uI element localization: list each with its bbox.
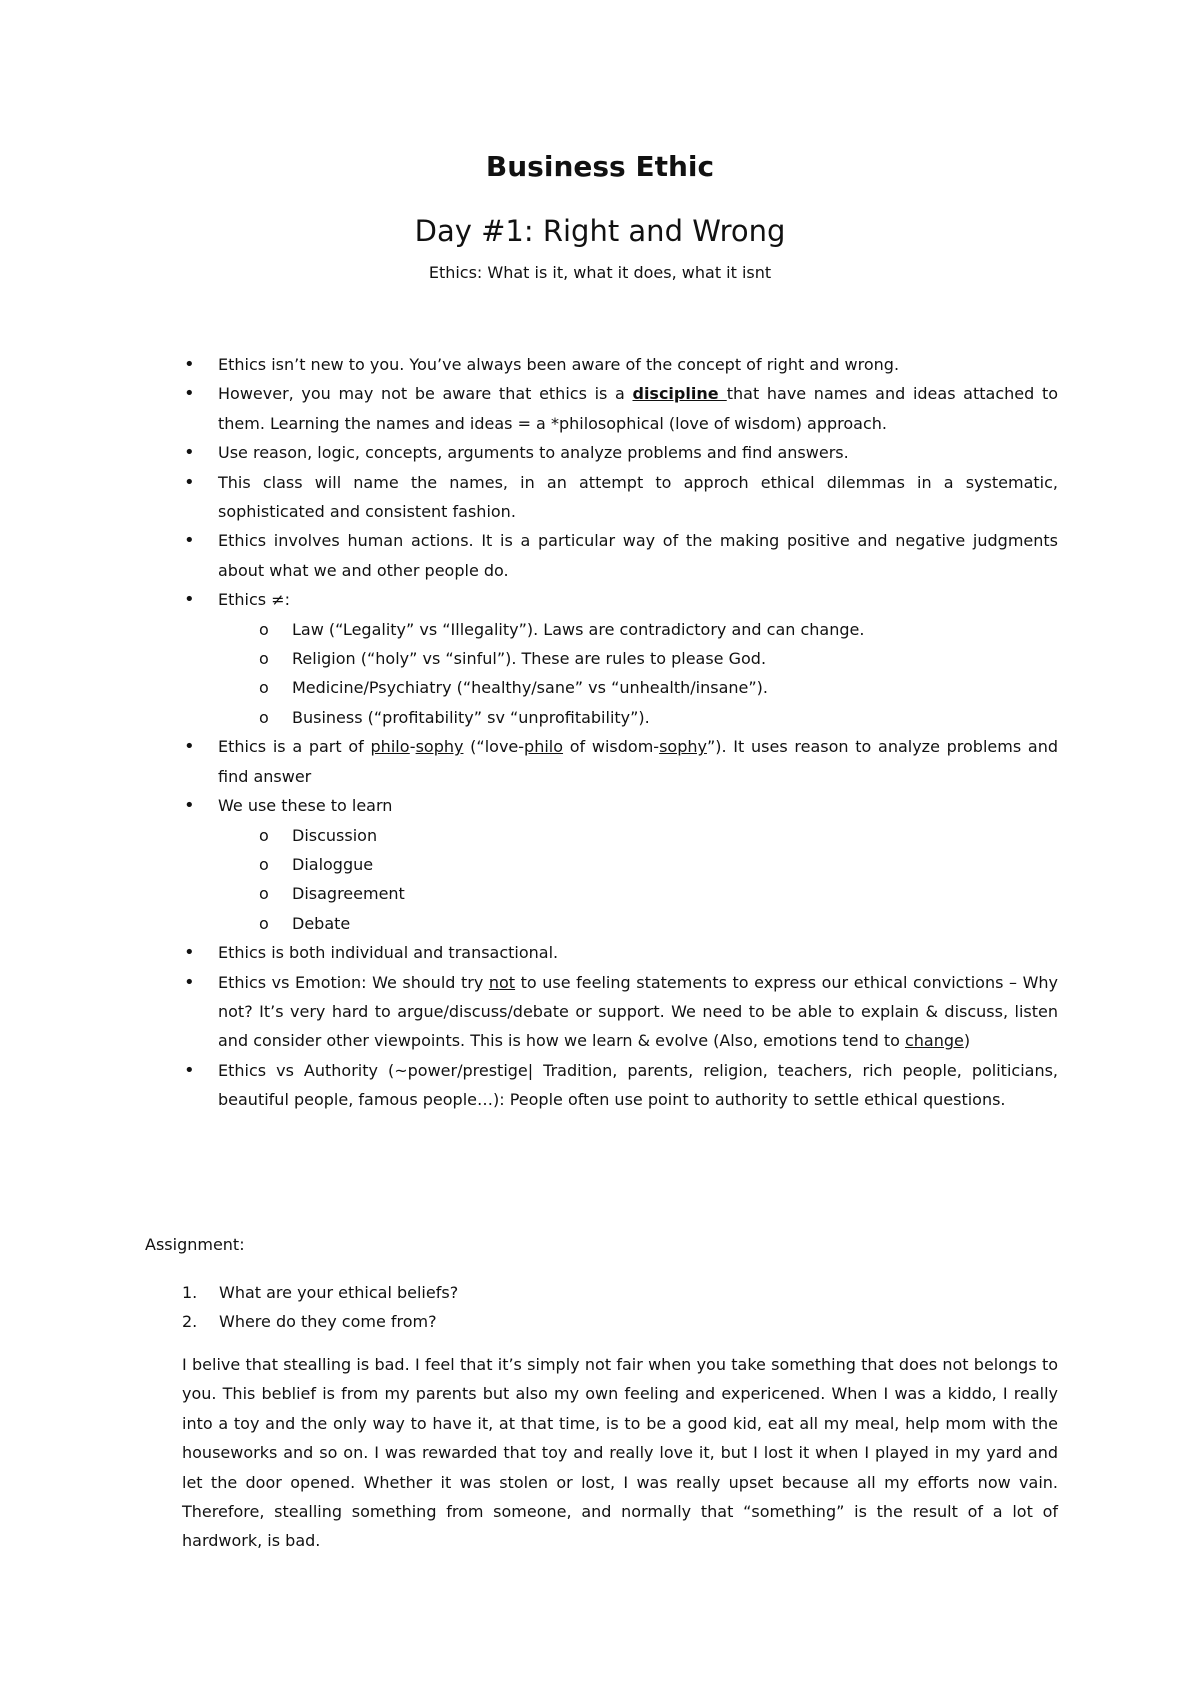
- assignment-label: Assignment:: [145, 1235, 245, 1254]
- list-item: [218, 379, 1058, 438]
- bullet-text: Ethics vs Authority (~power/prestige| Tradition, parents, religion, teachers, rich people, politicians, beautiful people, famous people…): People often use point to authority to settle ethical questions.: [218, 1060, 1058, 1110]
- list-item: [218, 791, 1058, 938]
- answer-paragraph: I belive that stealling is bad. I feel that it’s simply not fair when you take something that does not belongs to you. This beblief is from my parents but also my own feeling and expericened. When I was a kiddo, I really into a toy and the only way to have it, at that time, is to be a good kid, eat all my meal, help mom with the houseworks and so on. I was rewarded that toy and really love it, but I lost it when I played in my yard and let the door opened. Whether it was stolen or lost, I was really upset because all my efforts now vain. Therefore, stealling something from someone, and normally that “something” is the result of a lot of hardwork, is bad.: [182, 1355, 1058, 1551]
- question-item: [182, 1307, 458, 1336]
- sublist-item: o Medicine/Psychiatry (“healthy/sane” vs “unhealth/insane”).: [292, 673, 1058, 702]
- doc-title: Business Ethic: [485, 150, 715, 183]
- sublist: [218, 821, 1058, 939]
- assignment-questions: [182, 1278, 458, 1337]
- bullet-text: We use these to learn: [218, 796, 393, 816]
- bullet-text: Ethics is a part of: [218, 737, 371, 757]
- question-text: Where do they come from?: [219, 1312, 437, 1332]
- bullet-text: This class will name the names, in an attempt to approch ethical dilemmas in a systematic, sophisticated and consistent fashion.: [218, 472, 1058, 522]
- question-number: 1.: [182, 1283, 198, 1302]
- bullet-text: Use reason, logic, concepts, arguments to analyze problems and find answers.: [218, 443, 849, 463]
- list-item: [218, 968, 1058, 1056]
- underlined-term: sophy: [415, 737, 464, 757]
- sublist-item: o Religion (“holy” vs “sinful”). These are rules to please God.: [292, 644, 1058, 673]
- list-item: [218, 938, 1058, 967]
- sublist-item: o Law (“Legality” vs “Illegality”). Laws are contradictory and can change.: [292, 615, 1058, 644]
- bullet-text: Ethics involves human actions. It is a particular way of the making positive and negative judgments about what we and other people do.: [218, 531, 1058, 580]
- bullet-text: Ethics isn’t new to you. You’ve always been aware of the concept of right and wrong.: [218, 355, 900, 374]
- bullet-text: ”). It uses reason to analyze problems and find answer: [218, 737, 1058, 786]
- question-item: [182, 1278, 458, 1307]
- bullet-text: of wisdom-: [563, 737, 660, 757]
- sublist-item: o Debate: [292, 909, 1058, 938]
- list-item: [218, 350, 1058, 379]
- notes-list: [218, 350, 1058, 1115]
- bullet-text: Ethics ≠:: [218, 590, 290, 610]
- sublist-item: o Discussion: [292, 821, 1058, 850]
- sublist-item: o Business (“profitability” sv “unprofitability”).: [292, 703, 1058, 732]
- underlined-term: discipline: [632, 384, 727, 404]
- underlined-term: philo: [524, 737, 564, 757]
- question-text: What are your ethical beliefs?: [219, 1283, 459, 1302]
- sublist: [218, 615, 1058, 733]
- doc-tagline: Ethics: What is it, what it does, what it isnt: [428, 263, 772, 282]
- list-item: [218, 732, 1058, 791]
- underlined-term: change: [904, 1031, 964, 1051]
- sublist-item: o Disagreement: [292, 879, 1058, 908]
- list-item: [218, 468, 1058, 527]
- list-item: [218, 585, 1058, 732]
- bullet-text: ): [963, 1031, 971, 1051]
- bullet-text: -: [409, 737, 416, 757]
- underlined-term: not: [488, 972, 516, 992]
- bullet-text: (“love-: [463, 737, 525, 757]
- bullet-text: that have names and ideas attached to them. Learning the names and ideas = a *philosophical (love of wisdom) approach.: [218, 384, 1059, 433]
- bullet-text: Ethics is both individual and transactional.: [218, 943, 559, 963]
- bullet-text: Ethics vs Emotion: We should try: [218, 972, 489, 992]
- list-item: [218, 526, 1058, 585]
- bullet-text: to use feeling statements to express our ethical convictions – Why not? It’s very hard to argue/discuss/debate or support. We need to be able to explain & discuss, listen and consider other viewpoints. This is how we learn & evolve (Also, emotions tend to: [218, 972, 1058, 1051]
- doc-subtitle: Day #1: Right and Wrong: [414, 214, 786, 248]
- list-item: [218, 1056, 1058, 1115]
- sublist-item: o Dialoggue: [292, 850, 1058, 879]
- question-number: 2.: [182, 1312, 198, 1332]
- underlined-term: philo: [370, 737, 410, 757]
- list-item: [218, 438, 1058, 467]
- bullet-text: However, you may not be aware that ethics is a: [218, 384, 633, 404]
- underlined-term: sophy: [659, 737, 707, 757]
